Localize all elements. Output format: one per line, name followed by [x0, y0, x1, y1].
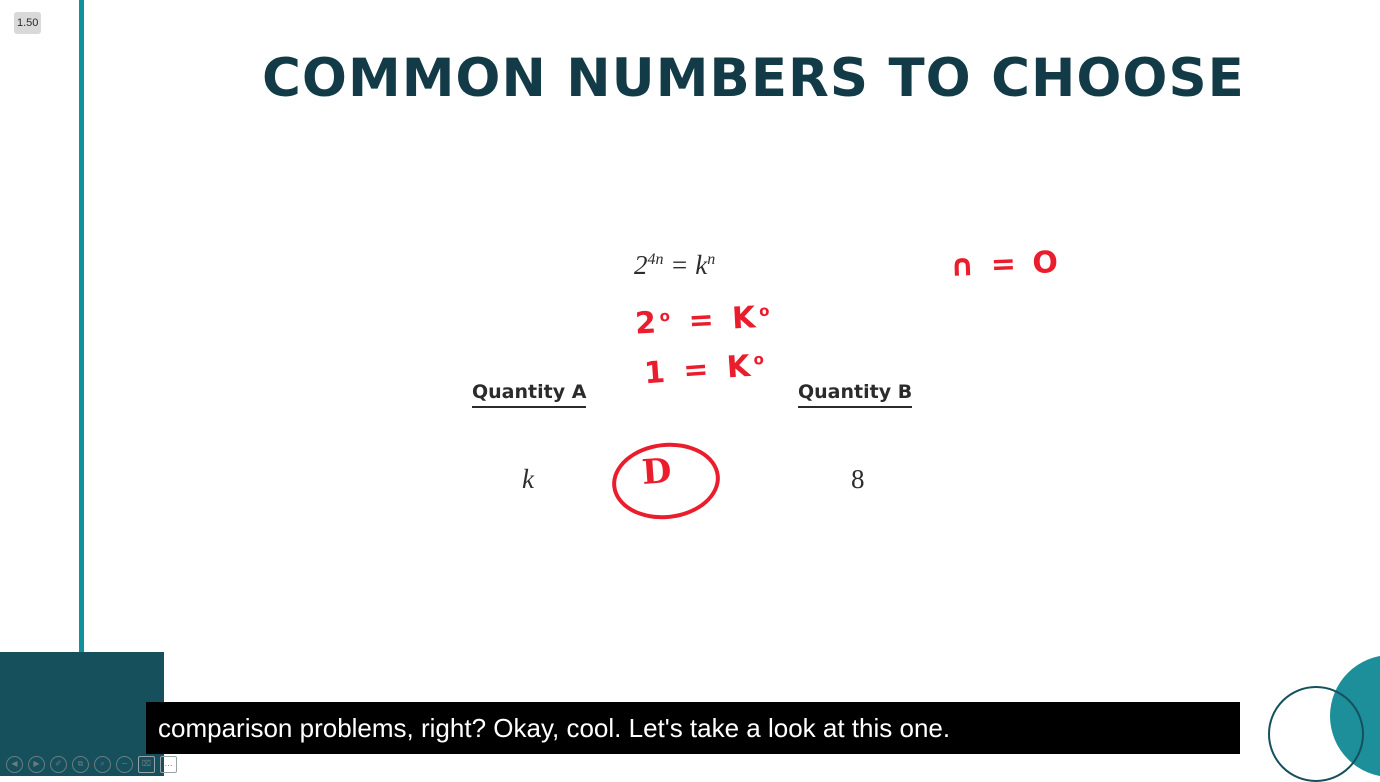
player-toolbar	[0, 752, 210, 776]
ink-line-1-exponent-2: o	[758, 301, 774, 321]
equation-expression	[634, 250, 715, 281]
playback-speed-badge[interactable]: 1.50	[14, 12, 41, 34]
prev-button[interactable]: ◀	[6, 756, 23, 773]
more-button[interactable]: …	[160, 756, 177, 773]
teal-outline-circle	[1268, 686, 1364, 782]
quantity-b-label: Quantity B	[798, 381, 912, 408]
ink-line-2-equals: = K	[682, 348, 756, 389]
ink-annotation-line-1	[634, 299, 774, 341]
minus-button[interactable]: −	[116, 756, 133, 773]
ink-line-1-equals: = K	[687, 300, 761, 339]
equation-exponent-b: n	[707, 251, 716, 268]
ink-line-1-exponent: o	[659, 306, 675, 326]
copy-button[interactable]: ⧉	[72, 756, 89, 773]
ink-line-2-base: 1	[642, 354, 671, 392]
ink-line-2-exponent: o	[752, 349, 769, 369]
tag-button[interactable]: ⌧	[138, 756, 155, 773]
ink-answer-letter: D	[640, 451, 673, 493]
quantity-a-value: k	[522, 464, 534, 494]
zoom-button[interactable]: ⌕	[94, 756, 111, 773]
page-title: COMMON NUMBERS TO CHOOSE	[262, 48, 1245, 109]
quantity-a-label: Quantity A	[472, 381, 586, 408]
equation-base-b: k	[695, 250, 708, 280]
ink-annotation-n-equals-zero: ∩ = O	[949, 245, 1062, 284]
pen-button[interactable]: ✐	[50, 756, 67, 773]
ink-line-1-base: 2	[634, 305, 661, 342]
play-button[interactable]: ▶	[28, 756, 45, 773]
equation-base-a: 2	[634, 250, 648, 280]
equation-exponent-a: 4n	[647, 251, 664, 268]
caption-text: comparison problems, right? Okay, cool. Let's take a look at this one.	[146, 702, 1240, 754]
ink-annotation-line-2	[643, 348, 770, 392]
quantity-b-value: 8	[851, 464, 865, 494]
equation-equals: =	[670, 250, 689, 280]
